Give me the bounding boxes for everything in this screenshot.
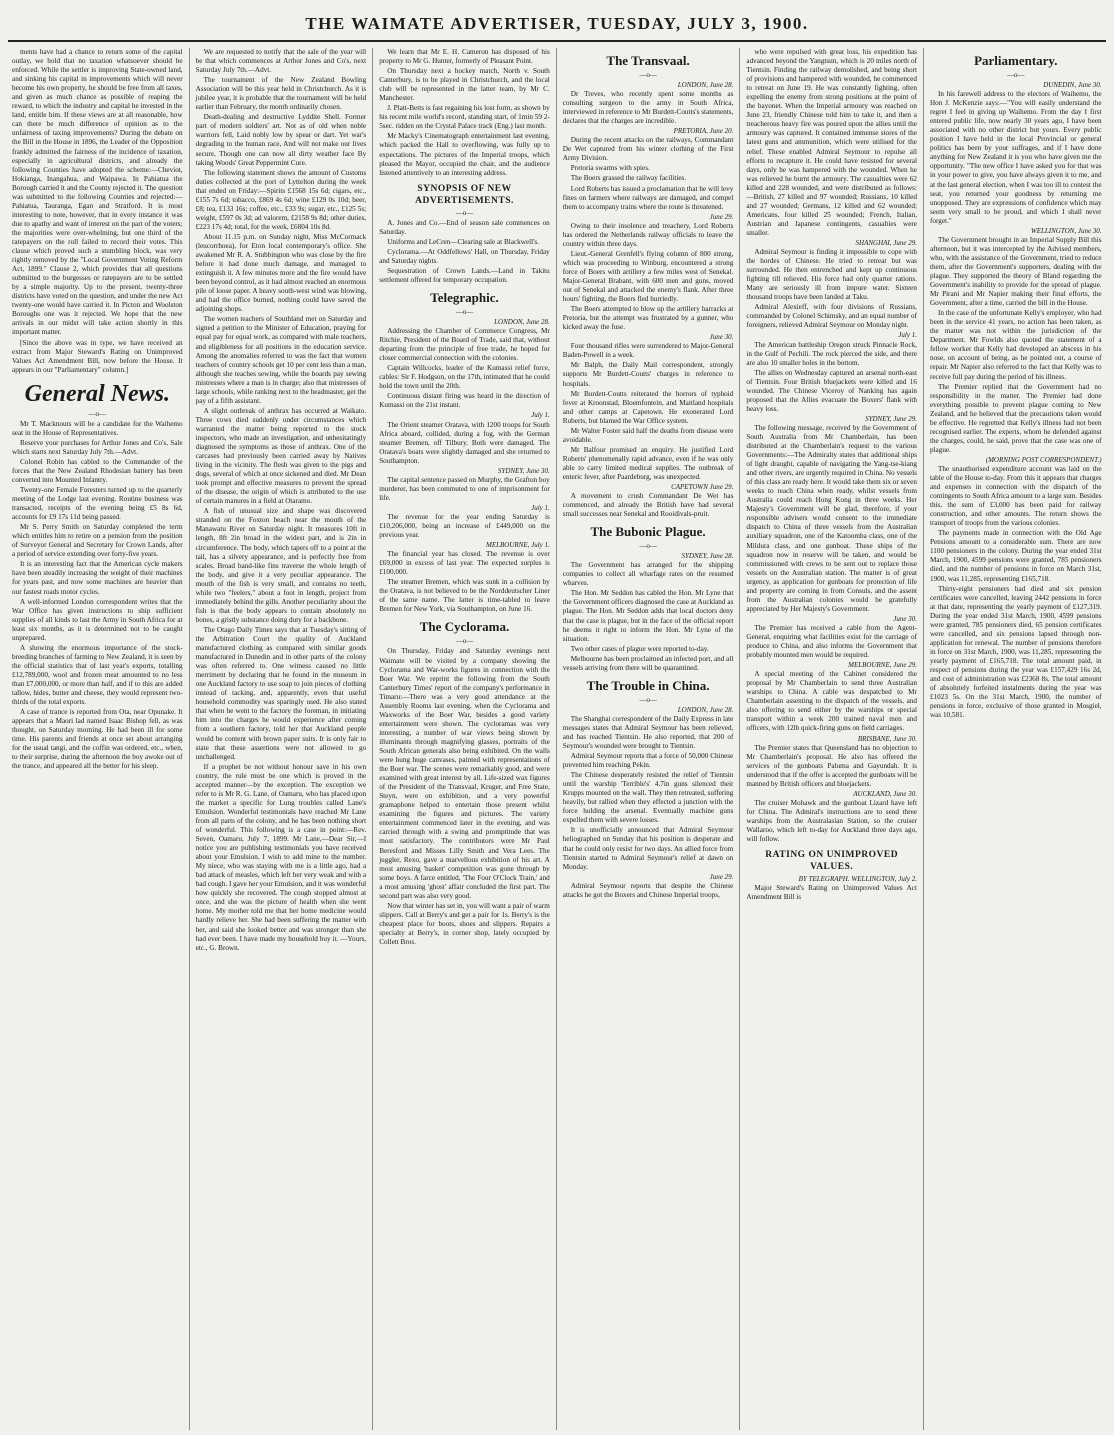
dateline: BY TELEGRAPH. WELLINGTON, July 2.	[798, 875, 917, 884]
article-paragraph: A fish of unusual size and shape was discovered stranded on the Foxton beach near the mouth of the Manawatu River on Saturday night. It measures 10ft in length, 8ft 2in broad in the widest part, and is 2in in circumference. The body, which tapers off to a point at the tail, has a silvery appearance, and is perfectly free from scales. Broad band-like fins traverse the whole length of the body, and give it a very peculiar appearance. The mouth of the fish is very small, and contains no teeth, while two "feelers," about a foot in length, project from immediately behind the gills. Another peculiarity about the fish is that the body appears to contain absolutely no bones, a gristly substance doing duty for a backbone.	[195, 507, 367, 624]
dateline: June 30.	[709, 333, 734, 342]
article-paragraph: A slight outbreak of anthrax has occurred at Waikato. Three cows died suddenly under circumstances which warranted the matter being reported to the stock inspectors, who made an investigation, and unhesitatingly diagnosed the symptoms as those of anthrax. One of the carcases had previously been carried away by Natives living in the vicinity. The flesh was given to the pigs and dogs, several of which at once sickened and died. Mr Dean took prompt and effective measures to prevent the spread of the disease, the origin of which is attributed to the use of certain manures in a field at Otaramo.	[195, 406, 367, 506]
dateline: PRETORIA, June 20.	[673, 127, 734, 136]
section-ornament: —o—	[455, 307, 474, 316]
article-paragraph: A. Jones and Co.—End of season sale commences on Saturday.	[379, 218, 550, 236]
section-heading: Telegraphic.	[430, 289, 499, 305]
dateline: SYDNEY, June 29.	[865, 414, 917, 423]
article-paragraph: Addressing the Chamber of Commerce Congress, Mr Ritchie, President of the Board of Trade, said that, without departing from the principle of free trade, he hoped for closer commercial connection with the colonies.	[379, 327, 550, 363]
article-paragraph: The capital sentence passed on Murphy, the Grafton boy murderer, has been commuted to one of imprisonment for life.	[379, 475, 550, 502]
article-paragraph: If a prophet be not without honour save in his own country, the rule must be one which is proved in the accepted manner—by the exception. The exception we refer to is Mr R. G. Lane, of Oamaru, who has placed upon the market a specific for Lung troubles called Lane's Emulsion. Wonderful testimonials have reached Mr Lane from all parts of the colony, and he has been nothing short of wonderful. This following is a case in point:—Rev. Seven, Oamaru, July 7, 1899. Mr Lane,—Dear Sir,—I notice you are publishing testimonials you have received about your Emulsion. I wish to add mine to the number. My niece, who was staying with me is a little ago, had a bad attack of measles, which left her very weak and with a bad cough. I gave her your Emulsion, and it was wonderful how quickly she recovered. The cough stopped almost at once, and she was the picture of health when she went home. My mother told me that her home medicine would hardly relieve her. She had been suffering the matter with her, and said she looked better and was stronger than she had ever been. I have made my household buy it. —Yours, etc., G. Brown.	[195, 762, 367, 952]
article-paragraph: Melbourne has been proclaimed an infected port, and all vessels arriving from there will be quarantined.	[562, 654, 734, 672]
article-paragraph: In the case of the unfortunate Kelly's employer, who had been in the service 41 years, no action has been taken, as the matter was not within the jurisdiction of the Department. Mr Fowlds also quoted the statement of a fellow worker that Kelly had developed an abscess in his nose, on account of being, as he pointed out, a course of repair. Mr Napier also referred to the fact that Kelly was to receive full pay during the period of his illness.	[929, 309, 1102, 381]
article-paragraph: Continuous distant firing was heard in the direction of Kumassi on the 21st instant.	[379, 392, 550, 410]
section-heading: The Bubonic Plague.	[590, 524, 706, 540]
article-paragraph: Dr Treves, who recently spent some months as consulting surgeon to the army in South Africa, interviewed in reference to Mr Burdett-Coutts's statements, declares that the charges are incredible.	[562, 90, 734, 126]
article-paragraph: Mr T. Macknouts will be a candidate for the Waihemo seat in the House of Representatives.	[12, 419, 183, 437]
section-heading: Parliamentary.	[974, 53, 1058, 68]
column-3	[373, 48, 557, 1430]
section-heading: The Trouble in China.	[586, 677, 710, 693]
article-paragraph: The Premier states that Queensland has no objection to Mr Chamberlain's proposal. He also has offered the services of the gunboats Paluma and Gayundah. It is understood that if the offer is accepted the gunboats will be manned by British officers and bluejackets.	[746, 743, 917, 788]
article-paragraph: Colonel Robin has cabled to the Commander of the forces that the New Zealand Rhodesian battery has been converted into Mounted Infantry.	[12, 457, 183, 484]
section-ornament: —o—	[639, 695, 657, 704]
article-paragraph: The Chinese desperately resisted the relief of Tientsin until the warship 'Terrible's' 4.7in guns silenced their Krupps mounted on the wall. They then retreated, suffering heavily, but rallied when they effected a junction with the force holding the arsenal. Eventually machine guns expelled them with severe losses.	[562, 771, 734, 825]
article-paragraph: Lieut.-General Grenfell's flying column of 800 strong, which was proceeding to Winburg, encountered a strong force of Boers with artillery a few miles west of Senekal. Major-General Brabant, with 600 men and guns, moved out of Senekal and attacked the enemy's flank. After three hours' fighting, the Boers fled hurriedly.	[562, 249, 734, 304]
article-paragraph: The following statement shows the amount of Customs duties collected at the port of Lyttelton during the week that ended on Friday:—Spirits £1568 15s 6d; cigars, etc., £155 7s 6d; tobacco, £869 4s 6d; wine £129 0s 10d; beer, £8; tea, £133 16s; coffee, etc., £33 9s; sugar, etc., £125 5s; weight, £597 0s 3d; ad valorem, £2158 9s 8d; other duties, £223 17s 4d; total, for the week, £6804 10s 8d.	[195, 168, 367, 231]
article-paragraph: On Thursday next a hockey match, North v. South Canterbury, is to be played in Christchurch, and the local club will be represented in the latter team, by Mr C. Manchester.	[379, 67, 550, 103]
article-paragraph: The Premier replied that the Government had no responsibility in the matter. The Premier had done everything possible to prevent plague coming to New Zealand, and he believed that the precautions taken would be effective. He regretted that Kelly's illness had not been recognised earlier. The experts, whom he defended against the charges, could, he said, prove that the case was one of plague.	[929, 382, 1102, 454]
dateline: June 30.	[893, 614, 917, 623]
article-paragraph: Mr Walter Foster said half the deaths from disease were avoidable.	[562, 426, 734, 444]
article-paragraph: It is unofficially announced that Admiral Seymour heliographed on Sunday that his position is desperate and that he could only resist for two days. An allied force from Tientsin started to Admiral Seymour's relief at dawn on Monday.	[562, 826, 734, 871]
article-paragraph: A movement to crush Commandant De Wet has commenced, and already the British have had several small successes near Senekal and Rooidivals-pruit.	[562, 492, 734, 519]
dateline: July 1.	[898, 331, 917, 340]
dateline: SHANGHAI, June 29.	[855, 238, 917, 247]
dateline: LONDON, June 28.	[494, 317, 550, 326]
dateline: DUNEDIN, June 30.	[1043, 81, 1102, 89]
article-paragraph: The cruiser Mohawk and the gunboat Lizard have left for China. The Admiral's instructions are to send three warships from the Australasian Station, so the cruiser Wallaroo, which left to-day for Auckland three days ago, will follow.	[746, 798, 917, 844]
article-paragraph: The women teachers of Southland met on Saturday and signed a petition to the Minister of Education, praying for equal pay for equal work, as compared with male teachers, and eligibleness for all positions in the education service. Among the anomalies referred to was the fact that women teachers of country schools get 10 per cent less than a man, although she teaches sewing, while the boards pay sewing mistresses where a man is in charge; also that mistresses of large schools, while ranking next to the headmaster, get the pay of a fifth assistant.	[195, 315, 367, 405]
article-paragraph: Admiral Seymour reports that a force of 50,000 Chinese prevented him reaching Pekin.	[562, 752, 734, 770]
article-paragraph: Uniforms and LeCren—Clearing sale at Blackwell's.	[387, 237, 539, 246]
article-paragraph: During the recent attacks on the railways, Commandant De Wet captured from his winter clothing of the First Army Division.	[562, 136, 734, 163]
article-paragraph: ments have had a chance to return some of the capital outlay, we hold that no taxation whatsoever should be enforced. While the settler is improving State-owned land, and sinking his capital in improvements which will never become his own property, he should be free from all taxes, and given as much chance as possible of reaping the reward, to which the industry and capital he invested in the land, entitle him. If these views are at all reasonable, how can there be much difference of opinion as to the unfairness of taxing improvements? During the debate on the Bill in the House in 1896, the Leader of the Opposition frankly admitted the fairness of the incidence of taxation, especially in agricultural districts, and already the following Counties have adopted the scheme:—Cheviot, Hokianga, Inangahua, and Waipawa. In Pahiatua the Borough carried it and the County rejected it. The question was submitted to the following Counties and rejected:—Pahiatua, Tauranga, Egan and Stratford. It is most interesting to note, however, that in every instance it was due to apathy and want of interest on the part of the voters; the majorities were over-whelming, but one third of the ratepayers on the roll failed to record their votes. This clause which proved such a stumbling block, was very rightly removed by the "Local Government Voting Reform Act, 1899." Clause 2, which provides that all questions submitted to the burgesses or ratepayers are to be settled by a simple majority. Up to the present, twenty-three districts have voted on the question, and under the new Act twenty-one would have carried it. In Picton and Woolston Boroughs one was it rejected. We hope that the new arrivals in our midst will take action shortly in this important matter.	[12, 48, 183, 337]
section-heading: SYNOPSIS OF NEW ADVERTISEMENTS.	[415, 183, 514, 206]
article-paragraph: A special meeting of the Cabinet considered the proposal by Mr Chamberlain to send three Australian warships to China. A cable was despatched to Mr Chamberlain assenting to the dispatch of the vessels, and also offering to send either by the warships or special transport within a week 200 trained naval men and officers, with 12lb quick-firing guns on field carriages.	[746, 670, 917, 733]
article-paragraph: Mr Macky's Cinematograph entertainment last evening, which packed the Hall to overflowing, was fully up to expectations. The pictures of the Imperial troops, which pleased the Mayor, occupied the chair, and the audience listened attentively to an interesting address.	[379, 132, 550, 177]
section-heading: The Transvaal.	[606, 53, 690, 68]
article-paragraph: [Since the above was in type, we have received an extract from Major Steward's Rating on Unimproved Values Act Amendment Bill, now before the House. It appears in our "Parliamentary" column.]	[12, 338, 183, 374]
article-paragraph: The allies on Wednesday captured an arsenal north-east of Tientsin. Four British bluejackets were killed and 16 wounded. The Chinese Viceroy of Nanking has again proposed that the Allies evacuate the Boxers' flank with heavy loss.	[746, 368, 917, 413]
article-paragraph: We are requested to notify that the sale of the year will be that which commences at Arthur Jones and Co's, next Saturday July 7th.—Advt.	[195, 48, 367, 75]
column-1	[6, 48, 190, 1430]
dateline: June 29.	[709, 212, 734, 221]
article-paragraph: Four thousand rifles were surrendered to Major-General Baden-Powell in a week.	[562, 342, 734, 360]
article-paragraph: Mr Burdett-Coutts reiterated the horrors of typhoid fever at Kroonstad, Bloemfontein, and Maitland hospitals and other camps at Capetown. He exonerated Lord Roberts, but blamed the War Office system.	[562, 389, 734, 425]
article-paragraph: The revenue for the year ending Saturday is £10,206,000, being an increase of £449,000 on the previous year.	[379, 512, 550, 540]
article-paragraph: The steamer Bremen, which was sunk in a collision by the Oratava, is not believed to be the Norddeutscher Liner of the same name. The latter is time-tabled to leave Bremen for New York, via Southampton, on June 16.	[379, 578, 550, 614]
article-paragraph: Admiral Alexieff, with four divisions of Russians, commanded by Colonel Schimsky, and an equal number of foreigners, relieved Admiral Seymour on Monday night.	[746, 303, 917, 330]
dateline: CAPETOWN June 29.	[671, 483, 734, 492]
column-5	[740, 48, 924, 1430]
section-ornament: —o—	[1007, 71, 1025, 79]
masthead-rule	[8, 40, 1106, 42]
article-paragraph: J. Platt-Betts is fast regaining his lost form, as shown by his recent mile world's record, standing start, of 1min 59 2-5sec. ridden on the Crystal Palace track (Eng.) last month.	[379, 104, 550, 131]
section-heading: General News.	[24, 380, 170, 407]
dateline: June 29.	[709, 872, 734, 881]
dateline: MELBOURNE, June 29.	[848, 661, 917, 670]
article-paragraph: A well-informed London correspondent writes that the War Office has given instructions to ship sufficient supplies of all kinds to last the Army in South Africa for at least six months, as it is determined not to be caught unprepared.	[12, 597, 183, 642]
column-2	[190, 48, 374, 1430]
dateline: July 1.	[531, 411, 550, 420]
article-paragraph: The Shanghai correspondent of the Daily Express in late messages states that Admiral Seymour has been relieved, and has reached Tientsin. He also reported, that 200 of Seymour's wounded were brought to Tientsin.	[562, 714, 734, 750]
dateline: SYDNEY, June 28.	[681, 552, 734, 561]
section-ornament: —o—	[455, 637, 474, 646]
article-paragraph: The Orient steamer Oratava, with 1200 troops for South Africa aboard, collided, during a fog, with the German steamer Bremen, off Tilbury. Both were damaged. The Oratava's boats were slightly damaged and she returned to Southampton.	[379, 420, 550, 465]
section-ornament: —o—	[88, 409, 107, 418]
article-paragraph: The Boers grassed the railway facilities.	[570, 174, 687, 183]
article-paragraph: Now that winter has set in, you will want a pair of warm slippers. Call at Berry's and get a pair for 1s. Berry's is the cheapest place for boots, shoes and slippers. Repairs a specialty at Berry's, in corner shop, lately occupied by Collett Bros.	[379, 901, 550, 946]
article-paragraph: Cyclorama.—At Oddfellows' Hall, on Thursday, Friday and Saturday nights.	[379, 247, 550, 265]
section-heading: RATING ON UNIMPROVED VALUES.	[765, 850, 899, 873]
article-paragraph: Captain Willcocks, leader of the Kumassi relief force, cables: Sir F. Hodgson, on the 17th, intimated that he could hold the town until the 20th.	[379, 364, 550, 391]
article-paragraph: The payments made in connection with the Old Age Pensions amount to a considerable sum. There are now 1100 pensioners in the colony. During the year ended 31st March, 1900, 4599 pensions were granted, 785 pensioners died, and the number of pensions in force on March 31st, 1900, was 11,285, representing £165,718.	[929, 529, 1102, 583]
dateline: SYDNEY, June 30.	[497, 466, 550, 475]
article-paragraph: Major Steward's Rating on Unimproved Values Act Amendment Bill is	[746, 884, 917, 902]
article-paragraph: The following message, received by the Government of South Australia from Mr Chamberlain, has been distributed at the Chamberlain's request to the various Governments:—The Admiralty states that additional ships of light draught, capable of navigating the Yang-tse-kiang and other rivers, are urgently required in China. No vessels of this class are ready here. It would take them six or seven weeks to reach China when ready, whilst vessels from Australia could reach Hong Kong in three weeks. Her Majesty's Government will be glad, therefore, if your responsible advisers would consent to the immediate dispatch to China of three vessels from the Australian auxiliary squadron, one of the Katoomba class, one of the Mildura class, and one gunboat. These ships of the squadron now in reserve will be taken, and would be commissioned with crews to be sent out to replace those vessels on the Australian station. The matter is of great urgency, as application for gunboats for protection of life and property are coming in from Consuls, and the assent from the Australian colonies would be gratefully appreciated by Her Majesty's Government.	[746, 423, 917, 613]
dateline: MELBOURNE, July 1.	[486, 541, 550, 550]
article-paragraph: Sequestration of Crown Lands.—Land in Takitu settlement offered for temporary occupation.	[379, 266, 550, 284]
article-paragraph: Death-dealing and destructive Lyddite Shell. Former part of modern soldiers' art. Not as of old when noble warriors fell, Laid nobly low by spear or dart. Yet war's degrading to the human race, And will not make our lives secure, Though one can now all dirty weather face By taking Woods' Great Peppermint Cure.	[195, 113, 367, 167]
article-paragraph: Admiral Seymour reports that despite the Chinese attacks he got the Boxers and Chinese Imperial troops,	[562, 881, 734, 899]
dateline: LONDON, June 28.	[677, 81, 734, 89]
article-paragraph: Mr Balph, the Daily Mail correspondent, strongly supports Mr Burdett-Coutts' charges in reference to hospitals.	[562, 361, 734, 388]
column-4	[557, 48, 741, 1430]
article-paragraph: It is an interesting fact that the American cycle makers have been steadily increasing the weight of their machines for years past, and now some machines are heavier than our fastest roads motor cycles.	[12, 560, 183, 596]
article-paragraph: Twenty-one Female Foresters turned up to the quarterly meeting of the Lodge last evening. Routine business was transacted, receipts of the evening being £5 8s 6d, accounts for £9 17s 11d being passed.	[12, 486, 183, 522]
masthead-title: THE WAIMATE ADVERTISER, TUESDAY, JULY 3, 1900.	[305, 14, 809, 33]
section-heading: The Cyclorama.	[419, 619, 510, 635]
article-paragraph: A case of trance is reported from Ota, near Opunake. It appears that a Maori lad named Isaac Bishop fell, as was thought, on Saturday morning. He had been ill for some time. His parents and friends at once set about arranging for the usual tangi, and the coffin was ordered, etc., when, to their surprise, during the afternoon the boy awoke out of the trance, and appeared all the better for his sleep.	[12, 708, 183, 771]
dateline: WELLINGTON, June 30.	[1030, 226, 1102, 235]
dateline: AUCKLAND, June 30.	[853, 789, 917, 798]
article-paragraph: Lord Roberts has issued a proclamation that he will levy fines on farmers where railways are damaged, and compel them to accompany trains where the route is threatened.	[562, 184, 734, 211]
article-paragraph: who were repulsed with great loss, his expedition has advanced beyond the Yangtsun, which is 20 miles north of Tientsin. Finding the railway demolished, and being short of provisions and hampered with wounded, he commenced to retreat on June 19. He was constantly fighting, often expelling the enemy from strong positions at the point of the bayonet. When the Imperial armoury was reached on June 23, friendly Chinese told him to take it, and then a treacherous heavy fire was poured upon the allies until the armoury was captured. It contained immense stores of the latest guns and ammunition, which were utilised for the relief. These enabled Admiral Seymour to repulse all efforts to recapture it. He could have resisted for several days, only he was hampered with the wounded. When he was relieved he burnt the armoury. The casualties were 62 killed and 228 wounded, and were distributed as follows:—British, 27 killed and 97 wounded; Russians, 10 killed and 27 wounded; Germans, 12 killed and 62 wounded; Americans, four killed 25 wounded; French, Italian, Austrian and Japanese contingents, casualties were smaller.	[746, 48, 917, 237]
article-paragraph: Pretoria swarms with spies.	[570, 164, 650, 173]
article-paragraph: Reserve your purchases for Arthur Jones and Co's, Sale which starts next Saturday July 7th.—Advt.	[12, 438, 183, 456]
article-paragraph: The Boers attempted to blow up the artillery barracks at Pretoria, but the attempt was frustrated by a gunner, who kicked away the fuse.	[562, 305, 734, 332]
article-paragraph: Owing to their insolence and treachery, Lord Roberts has ordered the Netherlands railway officials to leave the country within three days.	[562, 221, 734, 248]
article-paragraph: We learn that Mr E. H. Cameron has disposed of his property to Mr G. Hunter, formerly of Pleasant Point.	[379, 48, 550, 66]
article-paragraph: The tournament of the New Zealand Bowling Association will be this year held in Christchurch. As it is jubilee year, it is probable that the tournament will be held earlier than February, the month ordinarily chosen.	[195, 76, 367, 112]
column-6	[924, 48, 1108, 1430]
section-ornament: —o—	[455, 208, 474, 217]
article-paragraph: The Government has arranged for the shipping companies to collect all wharfage rates on the resumed wharves.	[562, 561, 734, 588]
article-paragraph: Mr Balfour promised an enquiry. He justified Lord Roberts' phenomenally rapid advance, even if he was only able to carry limited medical supplies. The outbreak of enteric fever, after Paardeburg, was unexpected.	[562, 445, 734, 481]
article-paragraph: The Government brought in an Imperial Supply Bill this afternoon, but it was intercepted by the Advised members, who, with the assistance of the Government, tried to reduce them, after the Government's supporters, dealing with the plague. They supported the theory of Bland regarding the Government's inability to provide for the spread of plague. Mr Pirani and Mr Napier making their final efforts, the Government, after a time, carried the bill in the House.	[929, 235, 1102, 308]
article-paragraph: The Premier has received a cable from the Agent-General, enquiring what facilities exist for the carriage of produce to China, and also informs the Government that probably mounted men would be required.	[746, 623, 917, 660]
dateline: LONDON, June 28.	[677, 705, 734, 714]
dateline: (MORNING POST CORRESPONDENT.)	[985, 455, 1102, 464]
article-paragraph: About 11.15 p.m. on Sunday night, Miss McCormack (leucorrhoea), for Eton local contemporary's office. She awakened Mr R. A. Stubbington who was close by the fire before it had done much damage, and managed to extinguish it. A few minutes more and the fire would have been beyond control, as it had almost reached an enormous pile of loose paper. A heavy south-west wind was blowing, and had the office burned, nothing could have saved the adjoining shops.	[195, 232, 367, 314]
dateline: BRISBANE, June 30.	[857, 734, 917, 743]
article-paragraph: The Hon. Mr Seddon has cabled the Hon. Mr Lyne that the Government officers diagnosed the case at Auckland as plague. The Hon. Mr Seddon adds that local doctors deny that the case is plague, but in the face of the official report he deems it right to inform the Hon. Mr Lyne of the situation.	[562, 589, 734, 643]
article-paragraph: The American battleship Oregon struck Pinnacle Rock, in the Gulf of Pechili. The rock pierced the side, and there are also 10 smaller holes in the bottom.	[746, 340, 917, 367]
article-paragraph: Mr S. Perry Smith on Saturday completed the term which entitles him to retire on a pension from the position of Surveyor General and Secretary for Crown Lands, after a period of service extending over forty-five years.	[12, 523, 183, 559]
article-paragraph: Two other cases of plague were reported to-day.	[570, 644, 709, 653]
article-paragraph: The financial year has closed. The revenue is over £69,000 in excess of last year. The expected surplus is £100,000.	[379, 550, 550, 577]
section-ornament: —o—	[639, 542, 657, 551]
article-paragraph: The Otago Daily Times says that at Tuesday's sitting of the Arbitration Court the quality of Auckland manufactured clothing as compared with similar goods manufactured in Dunedin and in other parts of the colony was often referred to. One witness caused no little merriment by declaring that he found in the museum in one Auckland factory to use soap to join pieces of clothing instead of tacking, and, apparently, even that useful household commodity was sparingly used. He also stated that when he went to the factory the foreman, in initiating him into the charges he would experience after coming from a southern factory, told her that Auckland people would be content with brown paper suits. It is only fair to state that these assertions were not allowed to go unchallenged.	[195, 625, 367, 761]
article-paragraph: Thirty-eight pensioners had died and six pension certificates were cancelled, leaving 2442 pensions in force at that date, representing the yearly payment of £127,319. During the year ended 31st March, 1900, 4599 pensions were granted, 785 pensioners died, 65 pension certificates were cancelled, and six pensions lapsed through non-application for renewal. The number of pensions therefore in force on 31st March, 1900, was 11,285, representing the yearly payment of £165,718. The total amount paid, in respect of pensions during the year was £157,429 16s 2d, and cost of administration was £2368 8s. The total amount of absolutely forfeited instalments during the year was £1023 5s. On the 31st March, 1900, the number of pensions in force, exclusive of those granted in Mosgiel, was 10,581.	[929, 584, 1102, 720]
article-paragraph: A showing the enormous importance of the stock-breeding branches of farming to New Zealand, it is seen by the official statistics that of last year's exports, totalling £12,789,000, wool and frozen meat amounted to no less than £7,000,000, or more than half, and if to this are added tallow, hides, butter and cheese, they would represent two-thirds of the total exports.	[12, 643, 183, 707]
article-paragraph: Admiral Seymour is finding it impossible to cope with the hordes of Chinese. He tried to retreat but was surrounded. He then entrenched and kept up continuous fighting till relieved. His force had only quarter rations. Many are seriously ill from impure water. Sixteen thousand troops have been landed at Taku.	[746, 248, 917, 302]
dateline: July 1.	[531, 503, 550, 512]
article-paragraph: On Thursday, Friday and Saturday evenings next Waimate will be visited by a company showing the Cyclorama and War-works figures in connection with the Boer War. We reprint the following from the South Canterbury Times' report of the company's performance in Timaru:—There was a very good attendance at the Assembly Rooms last evening, when the Cyclorama and Waxworks of the Boer War, besides a good variety entertainment were shown. The cycloramas was very interesting, a number of war views being shown by illuminants through magnifying glasses, portraits of the South African generals also being exhibited. On the walls were hung huge canvases, painted with representations of the Boer war. The scenes were remarkably good, and were examined with great interest by all. Life-sized wax figures of the President of the Transvaal, Kruger, and Free State, Steyn, were on exhibition, and a very powerful gramaphone helped to entertain those present whilst examining the figures and pictures. The variety entertainment commenced later in the evening, and was carried through with a swing and promptitude that was most satisfactory. The contributors were Mr Paul Beresford and Misses Lilly Smith and Vera Lees. The juggler, Rexo, gave a marvellous exhibition of his art. A most amusing 'basket' competition was gone through by some boys. A farce entitled, 'The Four O'Clock Train,' and a most amusing 'ghost' affair concluded the first part. The second part was also very good.	[379, 647, 550, 900]
masthead	[0, 0, 1114, 46]
newspaper-page	[6, 48, 1108, 1430]
article-paragraph: In his farewell address to the electors of Waihemo, the Hon J. McKenzie says:—"You will easily understand the regret I feel in giving up Waihemo. From the day I first entered public life, now nearly 30 years ago, I have been associated with no other district but yours. Every public position I have held in the local Provincial or general politics has been by your suffrages, and if I have done anything for New Zealand it is you who have given me the opportunity. "The new office I have asked you for that was in your power to give, you have always given it to me, and at the last general election, when I was too ill to contest the seat, you returned your goodness by returning me unopposed. They are expressions of confidence which may seem very small to be proud, and which I shall never forget."	[929, 90, 1102, 225]
article-paragraph: The unauthorised expenditure account was laid on the table of the House to-day. From this it appears that charges and expenses in connection with the dispatch of the contingents to South Africa amount to a large sum. Besides this, the sum of £3,000 has been paid for railway construction, and other amounts. The return shows the transport of troops from the various colonies.	[929, 464, 1102, 528]
section-ornament: —o—	[639, 71, 657, 79]
